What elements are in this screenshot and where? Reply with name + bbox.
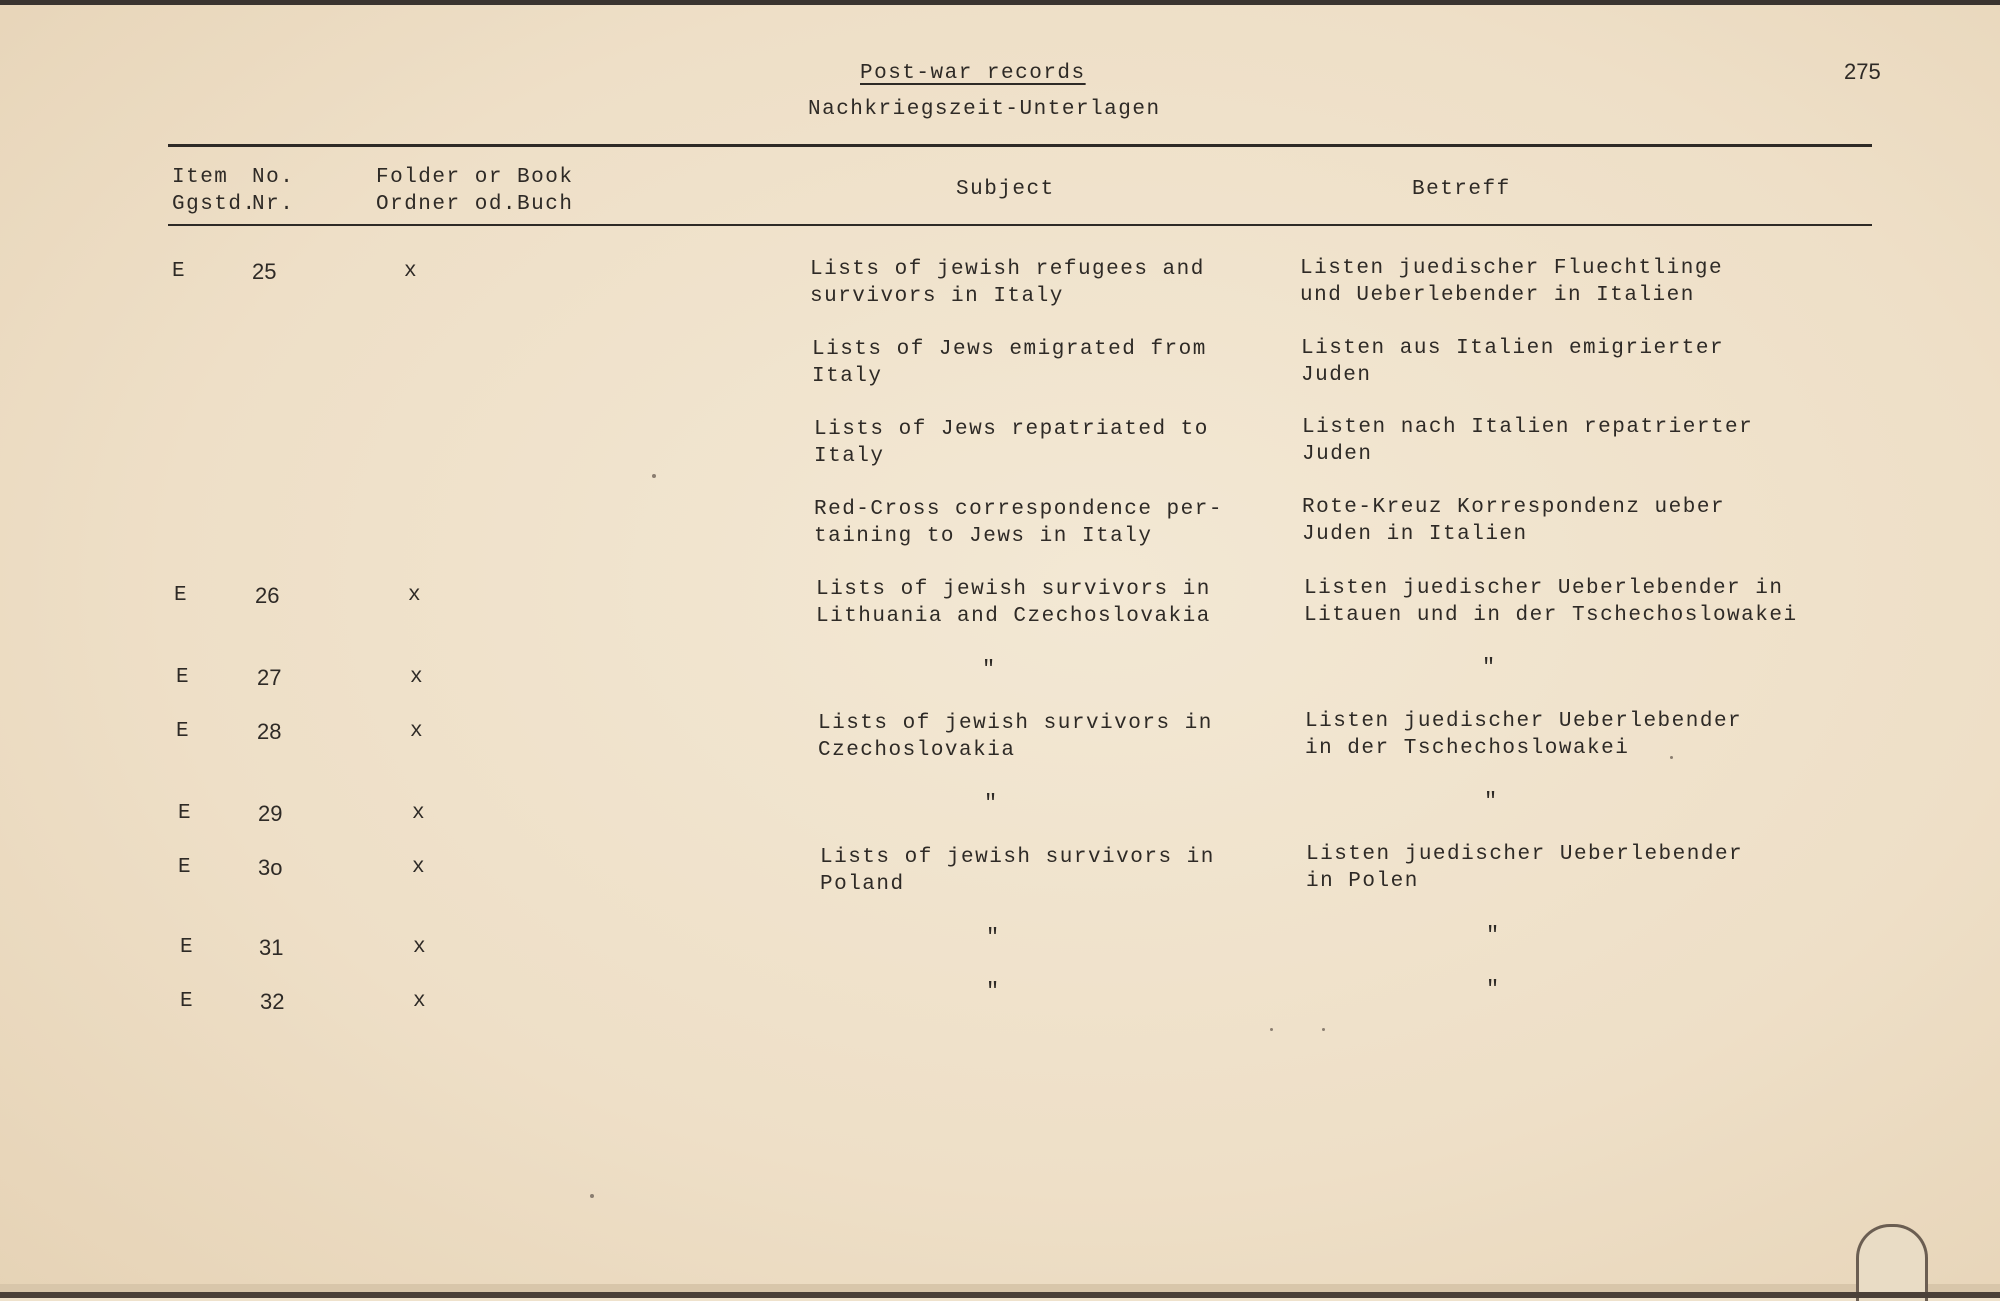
subject-entry: Lists of Jews emigrated from Italy: [812, 338, 1207, 388]
header-folder-de: Ordner od.Buch: [376, 193, 574, 216]
row-number: 27: [257, 665, 282, 690]
row-number: 32: [260, 989, 285, 1014]
betreff-entry: Listen nach Italien repatrierter Juden: [1302, 416, 1754, 466]
row-number: 25: [252, 259, 277, 284]
subject-ditto-mark: ": [986, 979, 1001, 1004]
betreff-entry: Rote-Kreuz Korrespondenz ueber Juden in Italien: [1302, 496, 1726, 546]
row-item: E: [174, 584, 189, 607]
row-item: E: [180, 990, 195, 1013]
header-top-rule: [168, 144, 1872, 147]
betreff-entry: Listen juedischer Fluechtlinge und Ueberlebender in Italien: [1300, 257, 1724, 307]
betreff-ditto-mark: ": [1482, 655, 1497, 680]
subject-entry: Red-Cross correspondence per- taining to Jews in Italy: [814, 498, 1223, 548]
header-betreff: Betreff: [1412, 178, 1511, 201]
row-folder-mark: x: [410, 666, 425, 689]
row-number: 26: [255, 583, 280, 608]
row-folder-mark: x: [412, 856, 427, 879]
title-german: Nachkriegszeit-Unterlagen: [808, 98, 1161, 121]
row-number: 31: [259, 935, 284, 960]
betreff-ditto-mark: ": [1486, 923, 1501, 948]
row-item: E: [172, 260, 187, 283]
row-folder-mark: x: [413, 936, 428, 959]
row-folder-mark: x: [412, 802, 427, 825]
subject-ditto-mark: ": [984, 791, 999, 816]
paper-speck: [590, 1194, 594, 1198]
paper-speck: [652, 474, 656, 478]
betreff-entry: Listen juedischer Ueberlebender in Polen: [1306, 843, 1744, 893]
betreff-ditto-mark: ": [1484, 789, 1499, 814]
row-folder-mark: x: [404, 260, 419, 283]
betreff-entry: Listen juedischer Ueberlebender in der Tschechoslowakei: [1305, 710, 1743, 760]
row-item: E: [176, 666, 191, 689]
betreff-ditto-mark: ": [1486, 977, 1501, 1002]
row-item: E: [178, 856, 193, 879]
paper-speck: [1322, 1028, 1325, 1031]
header-item-en: Item: [172, 166, 229, 189]
subject-entry: Lists of jewish survivors in Lithuania and Czechoslovakia: [816, 578, 1211, 628]
row-folder-mark: x: [413, 990, 428, 1013]
row-folder-mark: x: [408, 584, 423, 607]
subject-entry: Lists of jewish survivors in Poland: [820, 846, 1215, 896]
subject-ditto-mark: ": [986, 925, 1001, 950]
page-number: 275: [1844, 59, 1881, 84]
row-number: 29: [258, 801, 283, 826]
page-top-edge: [0, 0, 2000, 5]
subject-entry: Lists of Jews repatriated to Italy: [814, 418, 1209, 468]
row-item: E: [176, 720, 191, 743]
row-number: 28: [257, 719, 282, 744]
subject-ditto-mark: ": [982, 657, 997, 682]
row-item: E: [178, 802, 193, 825]
betreff-entry: Listen aus Italien emigrierter Juden: [1301, 337, 1725, 387]
betreff-entry: Listen juedischer Ueberlebender in Litauen und in der Tschechoslowakei: [1304, 577, 1798, 627]
binder-tab: [1856, 1224, 1928, 1301]
paper-speck: [1270, 1028, 1273, 1031]
header-no-en: No.: [252, 166, 295, 189]
header-subject: Subject: [956, 178, 1055, 201]
row-folder-mark: x: [410, 720, 425, 743]
subject-entry: Lists of jewish refugees and survivors in Italy: [810, 258, 1205, 308]
page-bottom-strip: [0, 1284, 2000, 1292]
row-number: 3o: [258, 855, 283, 880]
header-bottom-rule: [168, 224, 1872, 226]
subject-entry: Lists of jewish survivors in Czechoslovakia: [818, 712, 1213, 762]
page-bottom-edge: [0, 1292, 2000, 1298]
header-folder-en: Folder or Book: [376, 166, 574, 189]
row-item: E: [180, 936, 195, 959]
header-item-de: Ggstd.: [172, 193, 257, 216]
paper-speck: [1670, 756, 1673, 759]
title-english: Post-war records: [860, 62, 1086, 85]
header-no-de: Nr.: [252, 193, 295, 216]
